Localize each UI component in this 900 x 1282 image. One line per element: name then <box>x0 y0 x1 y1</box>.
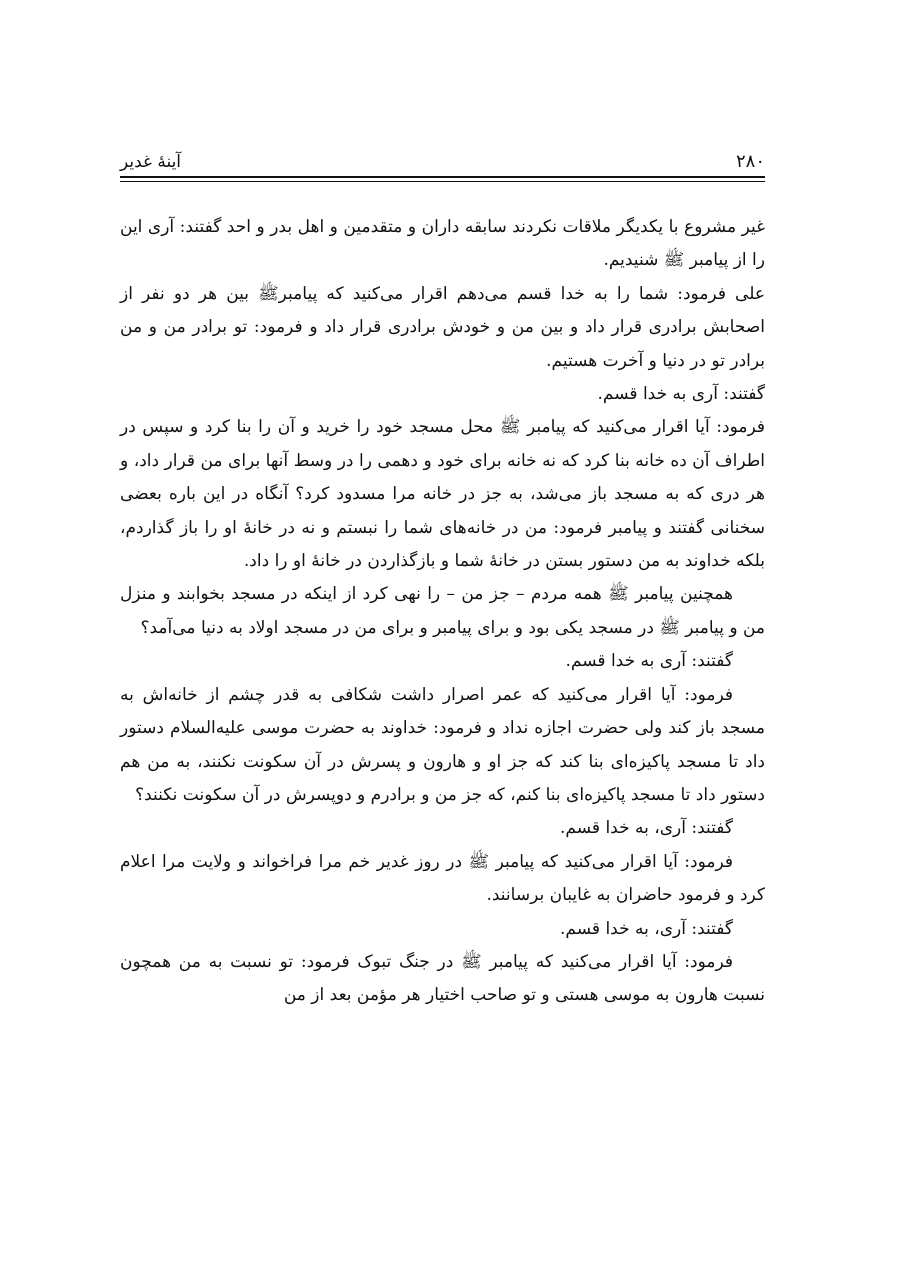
paragraph: گفتند: آری به خدا قسم. <box>565 651 733 672</box>
paragraph: گفتند: آری، به خدا قسم. <box>560 918 733 939</box>
running-title: آینهٔ غدیر <box>120 152 182 172</box>
paragraph: فرمود: آیا اقرار می‌کنید که پیامبر ﷺ محل مسجد خود را خرید و آن را بنا کرد و سپس در اطراف آن ده خانه بنا کرد که نه خانه برای خود و دهمی را در وسط آنها برای من قرار داد، و هر دری که به مسجد باز می‌شد، به جز در خانه مرا مسدود کرد؟ آنگاه در این باره بعضی سخنانی گفتند و پیامبر فرمود: من در خانه‌های شما را نبستم و نه در خانهٔ او را باز گذاردم، بلکه خداوند به من دستور بستن در خانهٔ شما و بازگذاردن در خانهٔ او را داد. <box>120 417 765 572</box>
header-rule-thin <box>120 181 765 182</box>
paragraph: گفتند: آری، به خدا قسم. <box>560 818 733 839</box>
paragraph: همچنین پیامبر ﷺ همه مردم – جز من – را نهی کرد از اینکه در مسجد بخوابند و منزل من و پیامبر ﷺ در مسجد یکی بود و برای پیامبر و برای من در مسجد اولاد به دنیا می‌آمد؟ <box>120 584 765 638</box>
body-text <box>120 211 765 1013</box>
paragraph: فرمود: آیا اقرار می‌کنید که پیامبر ﷺ در روز غدیر خم مرا فراخواند و ولایت مرا اعلام کرد و فرمود حاضران به غایبان برسانند. <box>120 851 765 906</box>
paragraph: گفتند: آری به خدا قسم. <box>597 384 765 405</box>
paragraph: فرمود: آیا اقرار می‌کنید که عمر اصرار داشت شکافی به قدر چشم از خانه‌اش به مسجد باز کند ولی حضرت اجازه نداد و فرمود: خداوند به حضرت موسی علیه‌السلام دستور داد تا مسجد پاکیزه‌ای بنا کند که جز او و هارون و پسرش در آن سکونت نکنند، به من هم دستور داد تا مسجد پاکیزه‌ای بنا کنم، که جز من و برادرم و دوپسرش در آن سکونت نکنند؟ <box>120 684 765 805</box>
paragraph: علی فرمود: شما را به خدا قسم می‌دهم اقرار می‌کنید که پیامبرﷺ بین هر دو نفر از اصحابش برادری قرار داد و بین من و خودش برادری قرار داد و فرمود: تو برادر من و من برادر تو در دنیا و آخرت هستیم. <box>120 283 765 371</box>
header-rule-thick <box>120 176 765 178</box>
page-number: ۲۸۰ <box>735 151 765 172</box>
paragraph: فرمود: آیا اقرار می‌کنید که پیامبر ﷺ در جنگ تبوک فرمود: تو نسبت به من همچون نسبت هارون به موسی هستی و تو صاحب اختیار هر مؤمن بعد از من <box>120 951 765 1006</box>
paragraph: غیر مشروع با یکدیگر ملاقات نکردند سابقه داران و متقدمین و اهل بدر و احد گفتند: آری این را از پیامبر ﷺ شنیدیم. <box>120 217 765 271</box>
